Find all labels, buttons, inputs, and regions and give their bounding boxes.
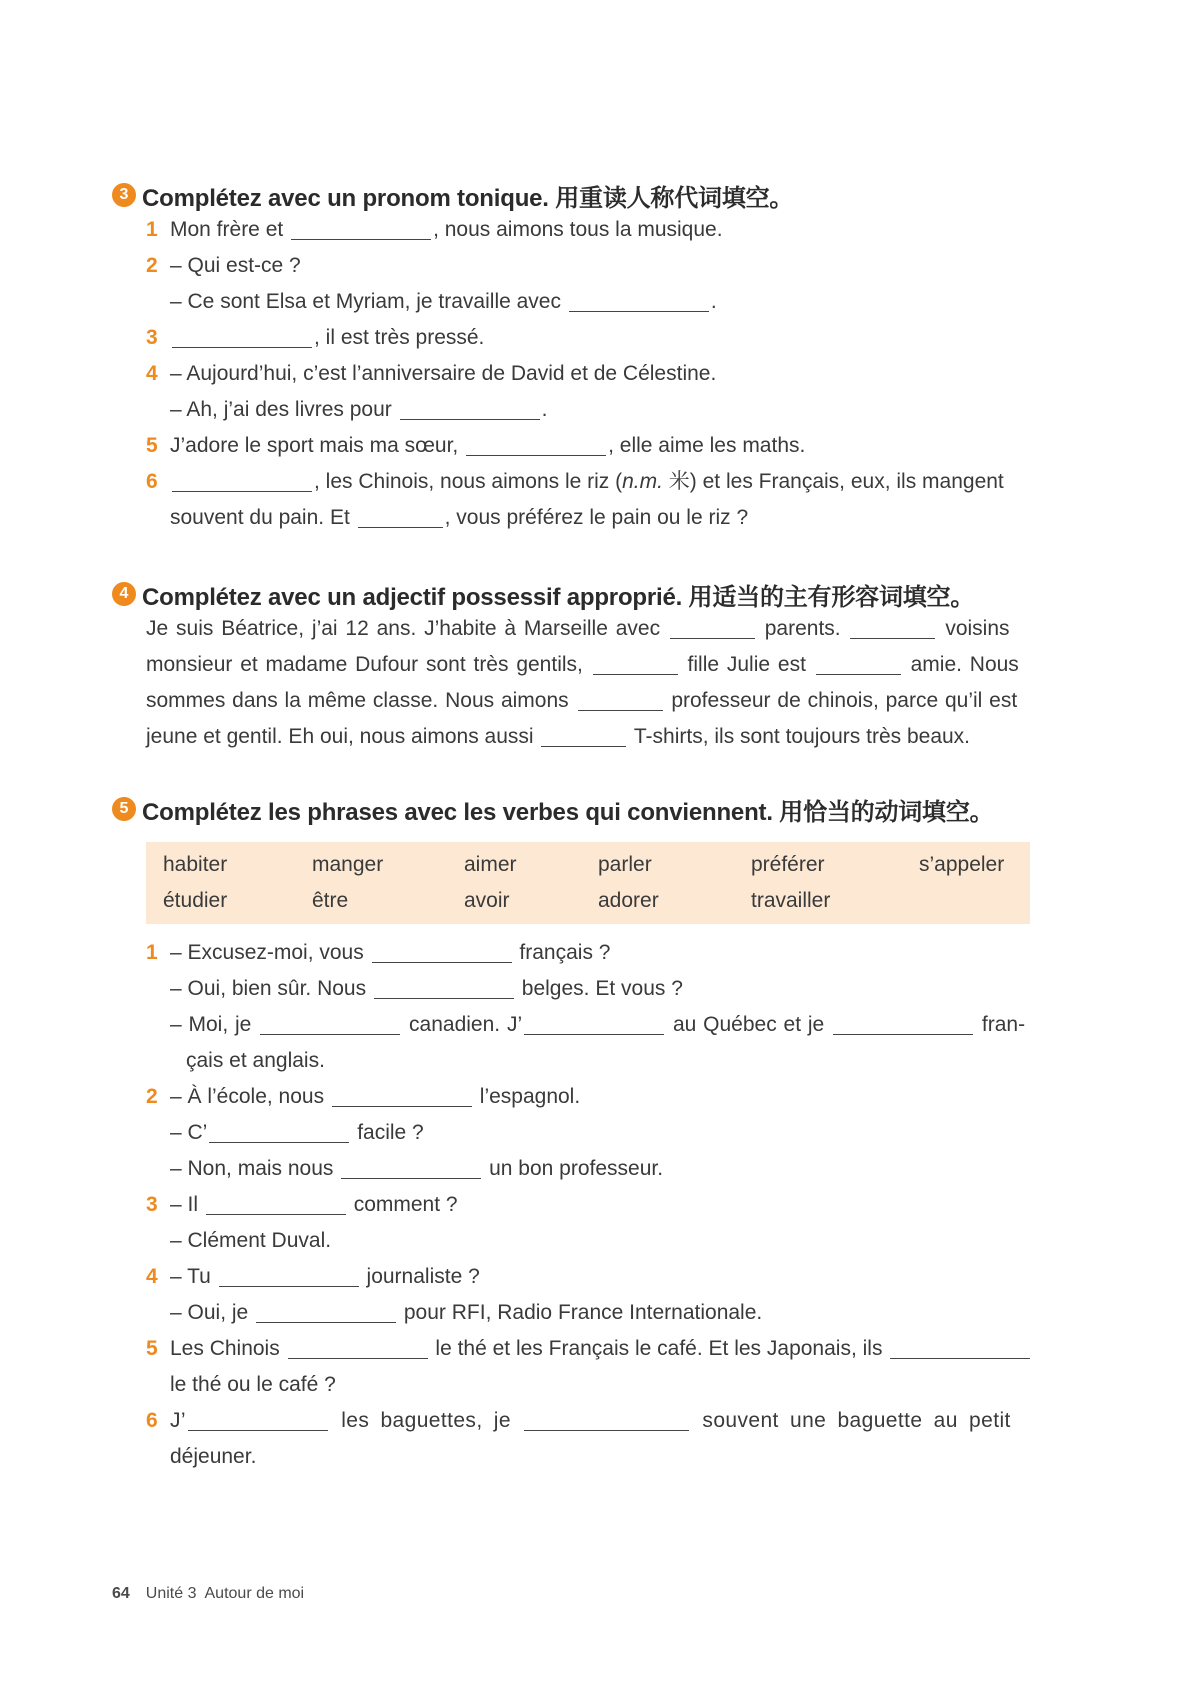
exercise-number-badge: 5 bbox=[112, 797, 136, 821]
verb-word-bank bbox=[146, 842, 1030, 924]
exercise-item-continuation: – C’ facile ? bbox=[112, 1115, 1032, 1151]
answer-blank[interactable] bbox=[188, 1406, 328, 1431]
page-number: 64 bbox=[112, 1585, 130, 1602]
word-bank-item: adorer bbox=[598, 889, 659, 912]
answer-blank[interactable] bbox=[816, 650, 901, 675]
item-number: 5 bbox=[146, 1337, 158, 1360]
answer-blank[interactable] bbox=[541, 722, 626, 747]
word-bank-item: étudier bbox=[163, 889, 228, 912]
exercise-number-badge: 3 bbox=[112, 183, 136, 207]
answer-blank[interactable] bbox=[524, 1010, 664, 1035]
exercise-item-continuation: déjeuner. bbox=[170, 1445, 257, 1468]
answer-blank[interactable] bbox=[332, 1082, 472, 1107]
exercise-3 bbox=[112, 178, 1032, 536]
exercise-item-continuation: le thé ou le café ? bbox=[170, 1373, 336, 1396]
item-number: 6 bbox=[146, 470, 158, 493]
word-bank-item: s’appeler bbox=[919, 853, 1005, 876]
exercise-item: 5 J’adore le sport mais ma sœur, , elle aime les maths. bbox=[112, 428, 1032, 464]
exercise-item-continuation: – Oui, je pour RFI, Radio France Internationale. bbox=[112, 1295, 1032, 1331]
exercise-3-header bbox=[112, 178, 1032, 212]
answer-blank[interactable] bbox=[578, 686, 663, 711]
answer-blank[interactable] bbox=[372, 938, 512, 963]
answer-blank[interactable] bbox=[400, 395, 540, 420]
exercise-item: 6 , les Chinois, nous aimons le riz (n.m. 米) et les Français, eux, ils mangent bbox=[112, 464, 1032, 500]
answer-blank[interactable] bbox=[890, 1334, 1030, 1359]
answer-blank[interactable] bbox=[833, 1010, 973, 1035]
word-bank-item: être bbox=[312, 889, 349, 912]
exercise-item: 3 , il est très pressé. bbox=[112, 320, 1032, 356]
exercise-item: 2 – Qui est-ce ? bbox=[112, 248, 1032, 284]
item-number: 5 bbox=[146, 434, 158, 457]
answer-blank[interactable] bbox=[209, 1118, 349, 1143]
exercise-4-header bbox=[112, 577, 1032, 611]
answer-blank[interactable] bbox=[524, 1406, 689, 1431]
page-footer bbox=[112, 1585, 304, 1603]
item-number: 1 bbox=[146, 218, 158, 241]
exercise-5 bbox=[112, 792, 1032, 826]
answer-blank[interactable] bbox=[670, 614, 755, 639]
answer-blank[interactable] bbox=[569, 287, 709, 312]
exercise-number-badge: 4 bbox=[112, 582, 136, 606]
answer-blank[interactable] bbox=[341, 1154, 481, 1179]
answer-blank[interactable] bbox=[206, 1190, 346, 1215]
exercise-item: 1 Mon frère et , nous aimons tous la musique. bbox=[112, 212, 1032, 248]
answer-blank[interactable] bbox=[466, 431, 606, 456]
exercise-item-continuation: – Ah, j’ai des livres pour . bbox=[112, 392, 1032, 428]
answer-blank[interactable] bbox=[374, 974, 514, 999]
exercise-item-continuation: – Clément Duval. bbox=[170, 1229, 332, 1252]
exercise-item: 4 – Aujourd’hui, c’est l’anniversaire de David et de Célestine. bbox=[112, 356, 1032, 392]
item-number: 2 bbox=[146, 1085, 158, 1108]
exercise-4 bbox=[112, 577, 1032, 611]
item-number: 3 bbox=[146, 1193, 158, 1216]
exercise-5-items bbox=[112, 935, 1032, 1475]
item-number: 6 bbox=[146, 1409, 158, 1432]
exercise-4-paragraph: Je suis Béatrice, j’ai 12 ans. J’habite à Marseille avec parents. voisins monsieur et madame Dufour sont très gentils, fille Julie est amie. Nous sommes dans la même classe. Nous aimons professeur de chinois, parce qu’il est jeune et gentil. Eh oui, nous aimons aussi T-shirts, ils sont toujours très beaux. bbox=[146, 611, 1032, 755]
exercise-item: 1 – Excusez-moi, vous français ? bbox=[112, 935, 1032, 971]
answer-blank[interactable] bbox=[260, 1010, 400, 1035]
exercise-item-continuation: – Oui, bien sûr. Nous belges. Et vous ? bbox=[112, 971, 1032, 1007]
exercise-item: 2 – À l’école, nous l’espagnol. bbox=[112, 1079, 1032, 1115]
item-number: 3 bbox=[146, 326, 158, 349]
exercise-item: 6 J’ les baguettes, je souvent une baguette au petit bbox=[112, 1403, 1032, 1439]
item-number: 4 bbox=[146, 1265, 158, 1288]
exercise-5-header bbox=[112, 792, 1032, 826]
exercise-item: 3 – Il comment ? bbox=[112, 1187, 1032, 1223]
answer-blank[interactable] bbox=[291, 215, 431, 240]
exercise-item-continuation: – Non, mais nous un bon professeur. bbox=[112, 1151, 1032, 1187]
exercise-title: Complétez avec un pronom tonique. 用重读人称代词填空。 bbox=[142, 184, 794, 212]
word-bank-item: avoir bbox=[464, 889, 510, 912]
exercise-title: Complétez avec un adjectif possessif approprié. 用适当的主有形容词填空。 bbox=[142, 583, 975, 611]
answer-blank[interactable] bbox=[288, 1334, 428, 1359]
answer-blank[interactable] bbox=[850, 614, 935, 639]
word-bank-item: habiter bbox=[163, 853, 228, 876]
exercise-item-continuation: – Ce sont Elsa et Myriam, je travaille avec . bbox=[112, 284, 1032, 320]
exercise-item-continuation: çais et anglais. bbox=[186, 1049, 325, 1072]
answer-blank[interactable] bbox=[358, 503, 443, 528]
word-bank-item: aimer bbox=[464, 853, 517, 876]
answer-blank[interactable] bbox=[256, 1298, 396, 1323]
exercise-item-continuation: – Moi, je canadien. J’ au Québec et je fran- bbox=[112, 1007, 1032, 1043]
item-number: 2 bbox=[146, 254, 158, 277]
word-bank-item: préférer bbox=[751, 853, 825, 876]
item-number: 1 bbox=[146, 941, 158, 964]
item-number: 4 bbox=[146, 362, 158, 385]
answer-blank[interactable] bbox=[219, 1262, 359, 1287]
exercise-item: 4 – Tu journaliste ? bbox=[112, 1259, 1032, 1295]
word-bank-item: parler bbox=[598, 853, 652, 876]
exercise-item-continuation: souvent du pain. Et , vous préférez le pain ou le riz ? bbox=[112, 500, 1032, 536]
answer-blank[interactable] bbox=[172, 323, 312, 348]
word-bank-item: manger bbox=[312, 853, 384, 876]
exercise-item: 5 Les Chinois le thé et les Français le café. Et les Japonais, ils bbox=[112, 1331, 1032, 1367]
exercise-title: Complétez les phrases avec les verbes qui conviennent. 用恰当的动词填空。 bbox=[142, 798, 994, 826]
word-bank-item: travailler bbox=[751, 889, 831, 912]
unit-title: Unité 3 Autour de moi bbox=[145, 1585, 305, 1602]
answer-blank[interactable] bbox=[593, 650, 678, 675]
answer-blank[interactable] bbox=[172, 467, 312, 492]
